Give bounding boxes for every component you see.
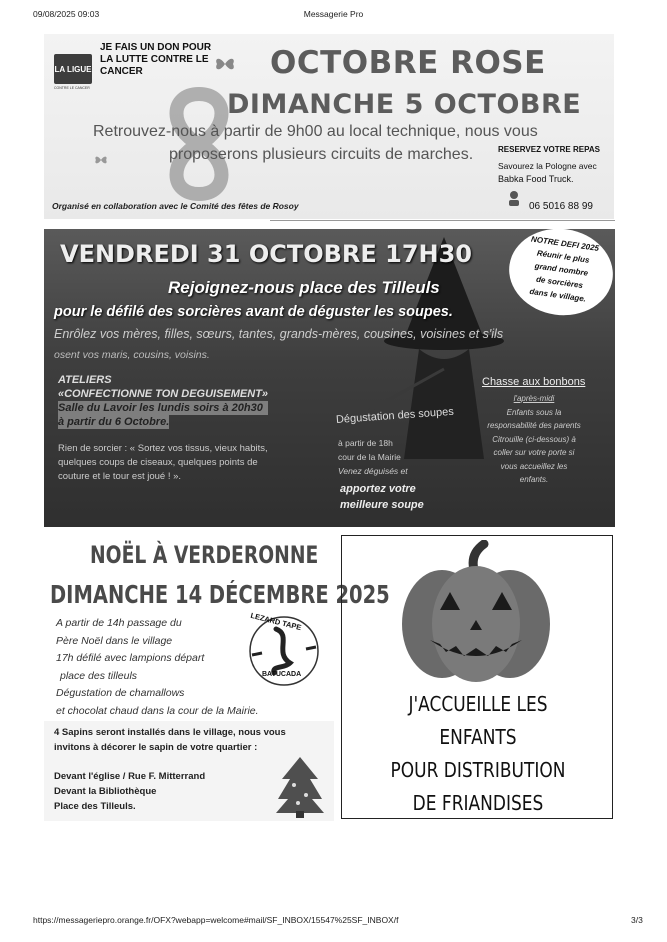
pumpkin-line-4: DE FRIANDISES <box>412 791 544 815</box>
batucada-logo-bottom: BATUCADA <box>262 671 302 678</box>
la-ligue-logo: LA LIGUE <box>54 54 92 84</box>
sapins-line-2: invitons à décorer le sapin de votre quartier : <box>54 742 258 753</box>
print-page-number: 3/3 <box>631 915 643 925</box>
don-line-2: LA LUTTE CONTRE LE <box>100 54 209 65</box>
ateliers-place: Salle du Lavoir les lundis soirs à 20h30 <box>58 401 268 415</box>
defi-line-5: dans le village. <box>528 286 587 304</box>
degust-line-4: apportez votre <box>340 483 416 495</box>
noel-line-2: Père Noël dans le village <box>56 634 173 647</box>
pumpkin-poster <box>341 535 613 819</box>
degust-line-2: cour de la Mairie <box>338 452 401 462</box>
rose-info-line-2: proposerons plusieurs circuits de marches. <box>169 146 474 163</box>
sorcier-line-1: Rien de sorcier : « Sortez vos tissus, vieux habits, <box>58 443 268 454</box>
print-app-title: Messagerie Pro <box>303 9 364 19</box>
defi-line-2: Réunir le plus <box>536 248 590 265</box>
halloween-section <box>44 229 615 527</box>
chasse-line-1: Enfants sous la <box>506 407 562 417</box>
don-line-3: CANCER <box>100 66 143 77</box>
print-timestamp: 09/08/2025 09:03 <box>33 9 100 19</box>
chasse-line-4: coller sur votre porte si <box>493 448 575 457</box>
organise-text: Organisé en collaboration avec le Comité des fêtes de Rosoy <box>52 201 299 211</box>
chasse-title: Chasse aux bonbons <box>482 376 586 388</box>
enrolez-text: Enrôlez vos mères, filles, sœurs, tantes, grands-mères, cousines, voisines et s'ils <box>54 327 504 341</box>
degust-line-1: à partir de 18h <box>338 438 393 448</box>
noel-title: NOËL À VERDERONNE <box>90 541 319 569</box>
jack-o-lantern-icon <box>396 540 556 684</box>
chasse-line-3: Citrouille (ci-dessous) à <box>492 434 576 444</box>
vendredi-title: VENDREDI 31 OCTOBRE 17H30 <box>60 240 473 268</box>
ateliers-name: «CONFECTIONNE TON DEGUISEMENT» <box>58 388 269 400</box>
section-divider <box>270 220 615 221</box>
sapin-location-1: Devant l'église / Rue F. Mitterrand <box>54 771 206 782</box>
chasse-subtitle: l'après-midi <box>513 394 555 403</box>
chasse-line-6: enfants. <box>519 475 549 484</box>
batucada-logo-top: LEZARD TAPE <box>249 610 303 633</box>
small-butterfly-icon <box>94 154 108 166</box>
ateliers-title: ATELIERS <box>58 374 112 386</box>
chasse-line-5: vous accueillez les <box>500 461 568 471</box>
noel-line-4: place des tilleuls <box>60 669 138 682</box>
osent-text: osent vos maris, cousins, voisins. <box>54 349 210 361</box>
noel-line-3: 17h défilé avec lampions départ <box>56 652 205 664</box>
rejoignez-text: Rejoignez-nous place des Tilleuls <box>168 278 440 297</box>
degustation-title: Dégustation des soupes <box>335 405 455 426</box>
sapin-location-2: Devant la Bibliothèque <box>54 786 157 797</box>
noel-date: DIMANCHE 14 DÉCEMBRE 2025 <box>50 580 390 609</box>
noel-line-1: A partir de 14h passage du <box>56 617 182 629</box>
la-ligue-subtitle: CONTRE LE CANCER <box>54 86 90 90</box>
print-url: https://messageriepro.orange.fr/OFX?webapp=welcome#mail/SF_INBOX/15547%25SF_INBOX/f <box>33 915 399 925</box>
repas-line-2: Babka Food Truck. <box>498 174 574 184</box>
repas-title: RESERVEZ VOTRE REPAS <box>498 145 600 154</box>
phone-number: 06 5016 88 99 <box>529 201 593 212</box>
noel-section <box>44 535 390 825</box>
noel-line-6: et chocolat chaud dans la cour de la Mairie. <box>56 704 259 717</box>
degust-line-5: meilleure soupe <box>340 499 424 511</box>
butterfly-icon <box>214 56 236 72</box>
repas-line-1: Savourez la Pologne avec <box>498 161 597 171</box>
defi-line-4: de sorcières <box>535 274 584 291</box>
pumpkin-line-1: J'ACCUEILLE LES <box>408 692 548 716</box>
sorcier-line-3: couture et le tour est joué ! ». <box>58 471 182 482</box>
sapins-line-1: 4 Sapins seront installés dans le village, nous vous <box>54 727 286 738</box>
pumpkin-line-2: ENFANTS <box>439 725 517 749</box>
person-icon <box>507 190 521 206</box>
defi-line-1: NOTRE DEFI 2025 <box>530 234 600 253</box>
octobre-rose-title: OCTOBRE ROSE <box>270 45 546 81</box>
ateliers-date: à partir du 6 Octobre. <box>58 416 170 428</box>
chasse-line-2: responsabilité des parents <box>487 421 581 430</box>
christmas-tree-icon <box>276 755 324 819</box>
sapin-location-3: Place des Tilleuls. <box>54 801 136 812</box>
pumpkin-line-3: POUR DISTRIBUTION <box>390 758 566 782</box>
defile-text: pour le défilé des sorcières avant de déguster les soupes. <box>54 304 453 320</box>
defi-line-3: grand nombre <box>534 261 589 278</box>
noel-line-5: Dégustation de chamallows <box>56 687 185 699</box>
octobre-rose-date: DIMANCHE 5 OCTOBRE <box>227 89 582 120</box>
degust-line-3: Venez déguisés et <box>338 466 408 476</box>
octobre-rose-section <box>44 34 614 219</box>
don-line-1: JE FAIS UN DON POUR <box>100 42 212 53</box>
rose-info-line-1: Retrouvez-nous à partir de 9h00 au local technique, nous vous <box>93 123 538 140</box>
sorcier-line-2: quelques coups de ciseaux, quelques points de <box>58 457 258 468</box>
